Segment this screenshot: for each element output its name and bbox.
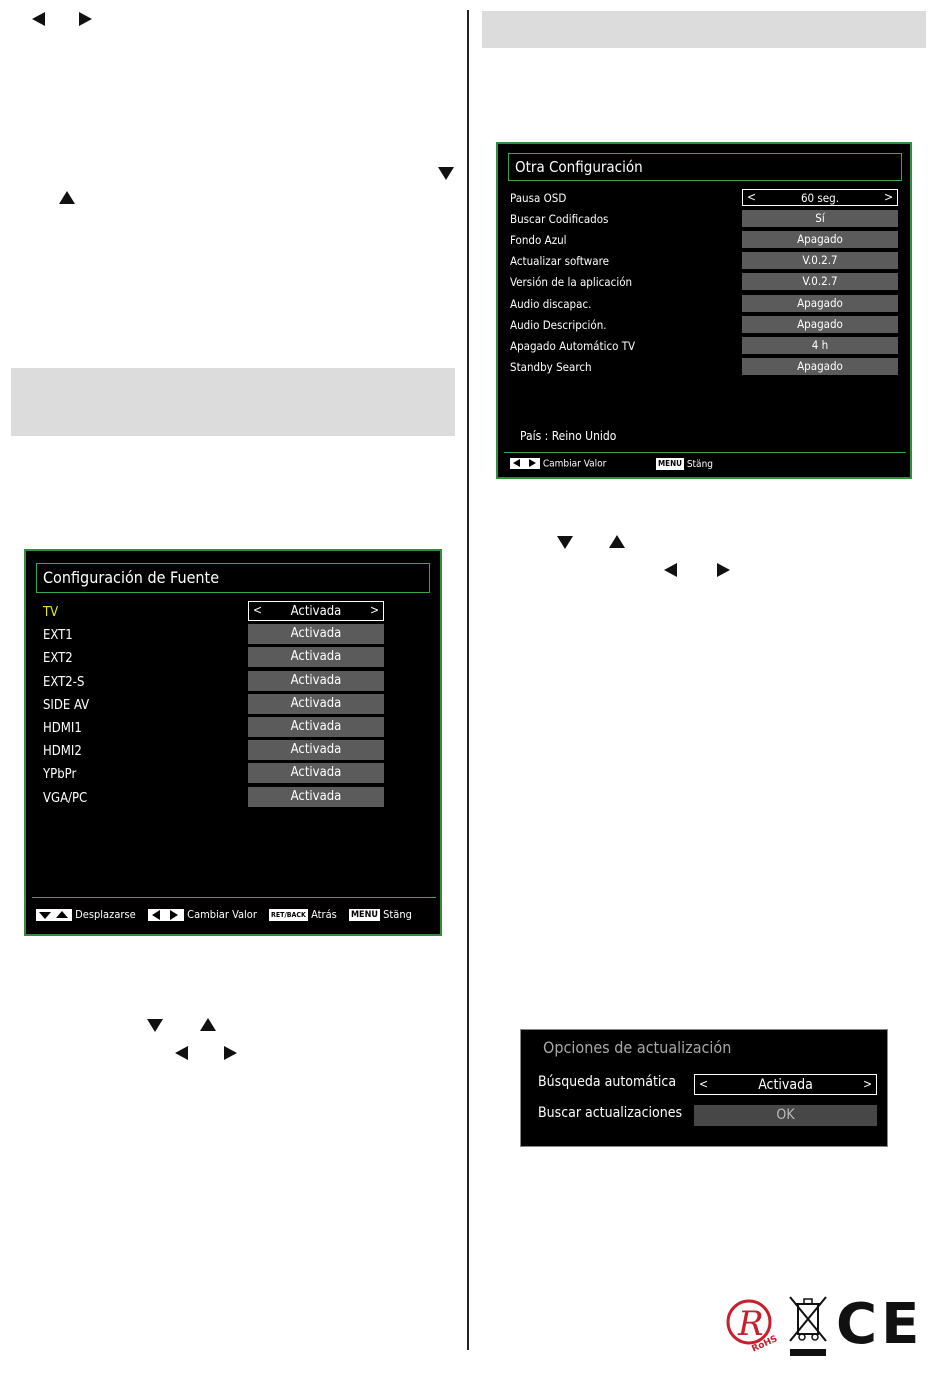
setting-value[interactable] (248, 740, 384, 760)
left-arrow-icon (664, 563, 677, 577)
setting-value-text: Activada (290, 672, 342, 688)
setting-value-text: 60 seg. (800, 191, 840, 205)
footer-close-label: Stäng (383, 908, 412, 921)
chevron-right-icon[interactable]: > (369, 603, 379, 617)
footer-back-label: Atrás (311, 908, 337, 921)
footer-change-label: Cambiar Valor (187, 908, 257, 921)
setting-value[interactable] (248, 717, 384, 737)
setting-value-text: Activada (758, 1077, 813, 1093)
setting-label: VGA/PC (43, 790, 88, 806)
rohs-logo (725, 1296, 777, 1354)
up-arrow-icon (609, 535, 625, 548)
setting-value[interactable] (248, 763, 384, 783)
left-right-key-icon (510, 458, 540, 469)
ce-mark: CE (836, 1292, 924, 1357)
setting-value-text: Activada (290, 742, 342, 758)
setting-value-text: Activada (290, 788, 342, 804)
setting-value-text: Activada (290, 765, 342, 781)
setting-label: Actualizar software (510, 254, 609, 269)
setting-value-text: V.0.2.7 (802, 274, 838, 289)
setting-label: Audio discapac. (510, 296, 592, 311)
column-divider (467, 10, 469, 1350)
setting-label: Buscar actualizaciones (538, 1105, 683, 1121)
left-arrow-icon (175, 1046, 188, 1060)
setting-label: SIDE AV (43, 697, 90, 713)
setting-value-text: Activada (290, 719, 342, 734)
setting-label: EXT2-S (43, 674, 85, 690)
footer-divider (504, 452, 906, 453)
setting-value[interactable] (742, 358, 898, 375)
setting-label: YPbPr (43, 767, 77, 783)
setting-value-text: V.0.2.7 (802, 253, 838, 268)
footer-divider (32, 897, 436, 898)
setting-value[interactable] (248, 647, 384, 667)
setting-value-text: Apagado (797, 358, 843, 373)
menu-key-icon: MENU (658, 459, 682, 468)
setting-value-text: Apagado (797, 295, 843, 310)
left-arrow-icon (32, 12, 45, 26)
setting-label: Audio Descripción. (510, 317, 607, 332)
setting-value[interactable] (742, 316, 898, 333)
chevron-right-icon[interactable]: > (862, 1077, 872, 1091)
menu-title: Otra Configuración (508, 153, 902, 181)
setting-value-text: Activada (290, 649, 342, 665)
setting-value-text: Apagado (797, 316, 843, 331)
setting-value[interactable] (742, 231, 898, 248)
setting-label: Pausa OSD (510, 191, 567, 205)
setting-label: Standby Search (510, 359, 592, 374)
source-settings-menu (24, 549, 442, 936)
setting-value[interactable] (742, 210, 898, 227)
footer-back (269, 908, 337, 921)
setting-label: Buscar Codificados (510, 212, 609, 227)
setting-value[interactable] (742, 252, 898, 269)
setting-label: EXT2 (43, 651, 73, 667)
setting-value[interactable] (742, 295, 898, 312)
setting-value-text: Activada (290, 626, 342, 642)
left-right-key-icon (148, 909, 184, 921)
setting-value[interactable] (694, 1074, 877, 1095)
up-down-key-icon (36, 909, 72, 921)
footer-close-label: Stäng (686, 459, 713, 470)
setting-value-text: Activada (290, 604, 342, 619)
right-arrow-icon (79, 12, 92, 26)
update-options-menu (520, 1029, 888, 1147)
setting-value[interactable] (248, 694, 384, 714)
setting-value-text: Apagado (797, 232, 843, 247)
setting-value-text: 4 h (811, 337, 829, 352)
down-arrow-icon (557, 536, 573, 549)
setting-value-text: Activada (290, 695, 342, 711)
setting-value[interactable] (248, 624, 384, 644)
setting-label: HDMI2 (43, 744, 82, 760)
setting-value-text: OK (776, 1107, 795, 1123)
setting-value[interactable] (694, 1105, 877, 1126)
menu-key-icon: MENU (351, 910, 378, 920)
setting-label: Fondo Azul (510, 233, 567, 248)
chevron-left-icon[interactable]: < (747, 190, 757, 204)
weee-bin-icon (787, 1294, 829, 1358)
setting-label: TV (43, 605, 59, 620)
setting-label: Apagado Automático TV (510, 338, 636, 353)
chevron-left-icon[interactable]: < (253, 603, 263, 617)
rohs-text: RoHS (750, 1334, 777, 1354)
setting-value-text: Sí (815, 211, 825, 226)
other-settings-menu (496, 142, 912, 479)
footer-close (656, 458, 713, 470)
footer-change (510, 458, 606, 470)
footer-close (349, 908, 412, 921)
setting-value[interactable] (742, 337, 898, 354)
menu-title: Configuración de Fuente (36, 563, 430, 593)
footer-scroll-label: Desplazarse (75, 908, 136, 921)
right-arrow-icon (224, 1046, 237, 1060)
section-header-bar (482, 11, 926, 48)
setting-label: HDMI1 (43, 721, 82, 736)
section-header-bar (11, 368, 455, 436)
setting-value[interactable] (248, 671, 384, 691)
up-arrow-icon (59, 191, 75, 204)
down-arrow-icon (438, 167, 454, 180)
setting-label: EXT1 (43, 628, 73, 644)
right-arrow-icon (717, 563, 730, 577)
setting-value[interactable] (742, 273, 898, 290)
setting-value[interactable] (248, 787, 384, 807)
footer-change-label: Cambiar Valor (542, 458, 607, 470)
chevron-left-icon[interactable]: < (699, 1077, 709, 1091)
rohs-letter: R (738, 1304, 764, 1344)
country-label: País : Reino Unido (520, 429, 617, 443)
footer-scroll (36, 908, 136, 921)
down-arrow-icon (147, 1019, 163, 1032)
setting-value[interactable] (742, 189, 898, 206)
setting-label: Búsqueda automática (538, 1074, 677, 1090)
chevron-right-icon[interactable]: > (883, 190, 893, 204)
back-key-icon: RET/BACK (271, 911, 306, 919)
up-arrow-icon (200, 1018, 216, 1031)
setting-value[interactable] (248, 601, 384, 621)
menu-title: Opciones de actualización (543, 1038, 732, 1057)
setting-label: Versión de la aplicación (510, 275, 633, 290)
footer-change (148, 908, 257, 921)
